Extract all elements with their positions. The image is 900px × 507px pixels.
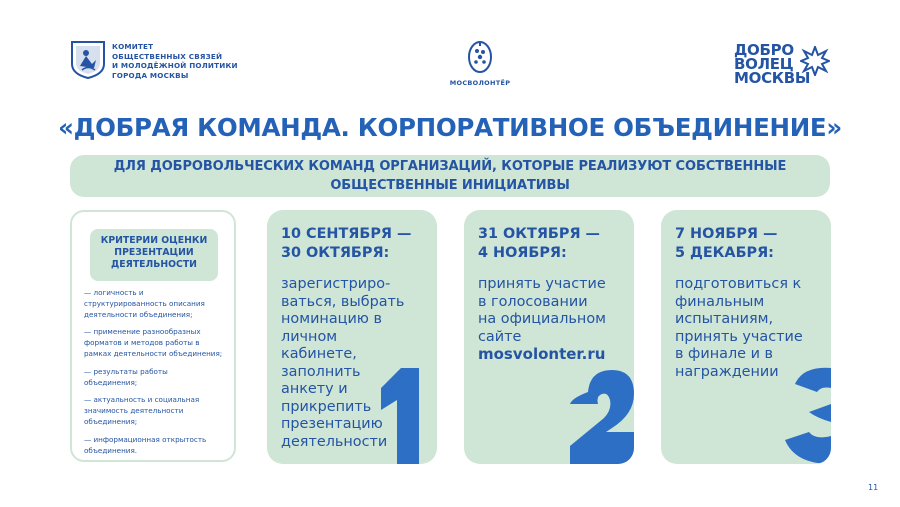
subtitle xyxy=(70,157,830,195)
criteria-list xyxy=(84,288,232,463)
criteria-item: — применение разнообразных форматов и методов работы в рамках деятельности объединения; xyxy=(84,327,223,358)
mosvolonter-logo xyxy=(444,40,516,87)
stage-number-2 xyxy=(566,362,634,464)
stage-date: 7 НОЯБРЯ — 5 ДЕКАБРЯ: xyxy=(675,226,778,261)
subtitle-line: ДЛЯ ДОБРОВОЛЬЧЕСКИХ КОМАНД ОРГАНИЗАЦИЙ, КОТОРЫЕ РЕАЛИЗУЮТ СОБСТВЕННЫЕ xyxy=(113,159,787,174)
committee-line: ГОРОДА МОСКВЫ xyxy=(112,70,189,80)
page-number: 11 xyxy=(868,483,879,492)
stage-description: зарегистриро- ваться, выбрать номинацию в личном кабинете, заполнить анкету и прикрепить презентацию деятельности xyxy=(281,276,405,450)
criteria-heading xyxy=(90,235,218,271)
criteria-item: — информационная открытость объединения. xyxy=(84,434,207,455)
committee-line: КОМИТЕТ xyxy=(112,42,154,51)
dobrovolec-star-icon xyxy=(800,46,830,76)
dobro-line: ДОБРО xyxy=(734,41,794,59)
criteria-item: — актуальность и социальная значимость деятельности объединения; xyxy=(84,395,200,426)
criteria-item: — результаты работы объединения; xyxy=(84,366,168,387)
official-site-link[interactable]: mosvolonter.ru xyxy=(478,345,606,363)
stage-card-1 xyxy=(267,210,437,464)
criteria-heading-line: ДЕЯТЕЛЬНОСТИ xyxy=(111,259,197,270)
dobro-line: МОСКВЫ xyxy=(734,69,811,87)
committee-line: И МОЛОДЁЖНОЙ ПОЛИТИКИ xyxy=(112,61,238,70)
moscow-crest-icon xyxy=(70,40,106,80)
stage-description: принять участие в голосовании на официальном сайте mosvolonter.ru xyxy=(478,276,606,363)
stage-card-3 xyxy=(661,210,831,464)
mosvolonter-emblem-icon xyxy=(467,40,493,74)
stage-date: 31 ОКТЯБРЯ — 4 НОЯБРЯ: xyxy=(478,226,600,261)
dobro-line: ВОЛЕЦ xyxy=(734,55,794,73)
criteria-heading-line: КРИТЕРИИ ОЦЕНКИ xyxy=(100,235,208,246)
committee-logo xyxy=(70,40,242,80)
stage-description: подготовиться к финальным испытаниям, принять участие в финале и в награждении xyxy=(675,276,803,380)
committee-line: ОБЩЕСТВЕННЫХ СВЯЗЕЙ xyxy=(112,51,223,61)
criteria-heading-line: ПРЕЗЕНТАЦИИ xyxy=(114,247,194,258)
subtitle-line: ОБЩЕСТВЕННЫЕ ИНИЦИАТИВЫ xyxy=(330,178,570,193)
criteria-item: — логичность и структурированность описания деятельности объединения; xyxy=(84,288,205,319)
mosvolonter-label: МОСВОЛОНТЁР xyxy=(449,79,511,87)
stage-card-2 xyxy=(464,210,634,464)
page-title: «ДОБРАЯ КОМАНДА. КОРПОРАТИВНОЕ ОБЪЕДИНЕНИЕ» xyxy=(58,113,842,142)
committee-name xyxy=(112,42,242,80)
stage-date: 10 СЕНТЯБРЯ — 30 ОКТЯБРЯ: xyxy=(281,226,412,261)
dobrovolec-logo xyxy=(730,41,840,91)
